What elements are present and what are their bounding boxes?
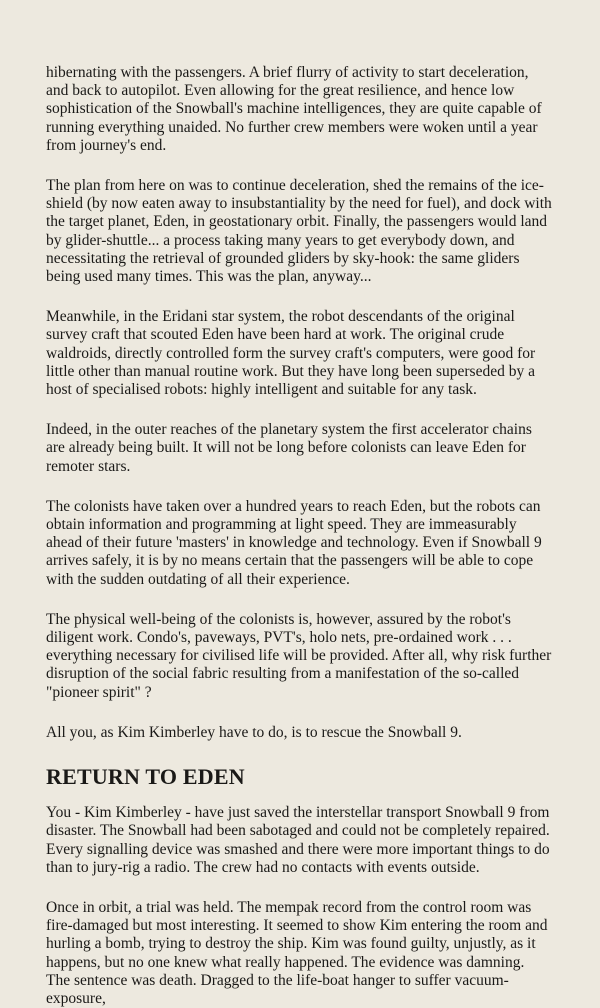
paragraph-trial: Once in orbit, a trial was held. The mempak record from the control room was fire-damaged but most interesting. It seemed to show Kim entering the room and hurling a bomb, trying to destroy the ship. Kim was found guilty, unjustly, as it happens, but no one knew what really happened. The evidence was damning. The sentence was death. Dragged to the life-boat hanger to suffer vacuum-exposure, <box>46 898 548 1007</box>
paragraph-colonists: The colonists have taken over a hundred years to reach Eden, but the robots can obtain information and programming at light speed. They are immeasurably ahead of their future 'masters' in knowledge and technology. Even if Snowball 9 arrives safely, it is by no means certain that the passengers will be able to cope with the sudden outdating of all their experience. <box>46 497 542 588</box>
paragraph-hibernation: hibernating with the passengers. A brief flurry of activity to start deceleration, and back to autopilot. Even allowing for the great resilience, and hence low sophistication of the Snowball's machine intelligences, they are quite capable of running everything unaided. No further crew members were woken until a year from journey's end. <box>46 64 542 154</box>
paragraph-saved-snowball: You - Kim Kimberley - have just saved the interstellar transport Snowball 9 from disaster. The Snowball had been sabotaged and could not be completely repaired. Every signalling device was smashed and there were more important things to do than to jury-rig a radio. The crew had no contacts with events outside. <box>46 804 550 876</box>
paragraph-well-being: The physical well-being of the colonists is, however, assured by the robot's diligent work. Condo's, paveways, PVT's, holo nets, pre-ordained work . . . everything necessary for civilised life will be provided. After all, why risk further disruption of the social fabric resulting from a manifestation of the so-called "pioneer spirit" ? <box>46 610 552 701</box>
paragraph-rescue: All you, as Kim Kimberley have to do, is to rescue the Snowball 9. <box>46 723 462 741</box>
section-heading: RETURN TO EDEN <box>46 764 245 790</box>
paragraph-plan: The plan from here on was to continue deceleration, shed the remains of the ice-shield (by now eaten away to insubstantiality by the need for fuel), and dock with the target planet, Eden, in geostationary orbit. Finally, the passengers would land by glider-shuttle... a process taking many years to get everybody down, and necessitating the retrieval of grounded gliders by sky-hook: the same gliders being used many times. This was the plan, anyway... <box>46 177 552 286</box>
paragraph-accelerator-chains: Indeed, in the outer reaches of the planetary system the first accelerator chains are already being built. It will not be long before colonists can leave Eden for remoter stars. <box>46 421 532 475</box>
paragraph-eridani-robots: Meanwhile, in the Eridani star system, the robot descendants of the original survey craft that scouted Eden have been hard at work. The original crude waldroids, directly controlled form the survey craft's computers, were good for little other than manual routine work. But they have long been superseded by a host of specialised robots: highly intelligent and suitable for any task. <box>46 308 536 399</box>
